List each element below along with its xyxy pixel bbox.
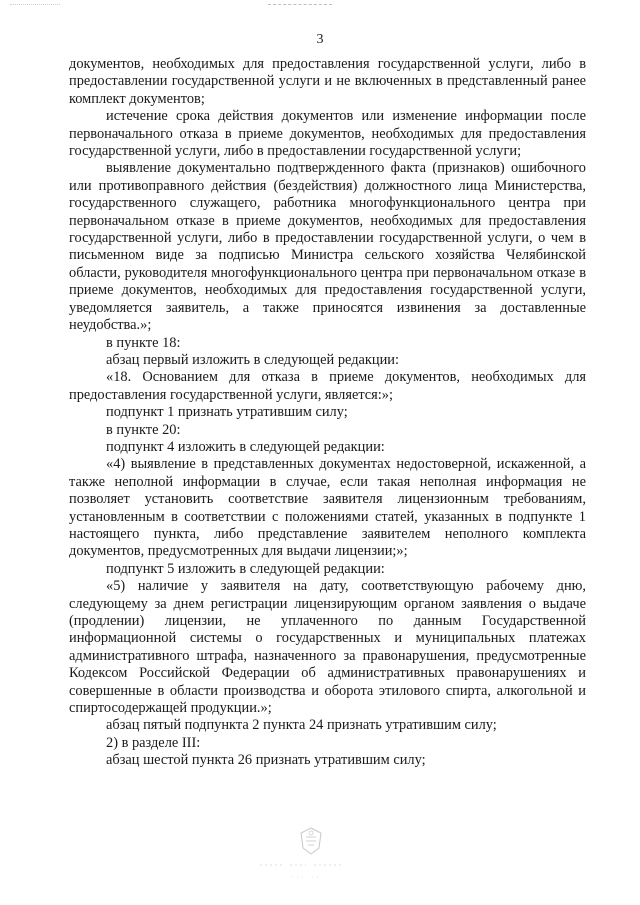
paragraph: абзац шестой пункта 26 признать утратившим силу; xyxy=(106,752,426,769)
paragraph: «4) выявление в представленных документах недостоверной, искаженной, а также неполной информации в случае, если такая неполная информация не позволяет установить соответствие заявителя лицензионным требованиям, установленным в соответствии с положениями статей, указанных в подпункте 1 настоящего пункта, либо представление заявителем неполного комплекта документов, предусмотренных для выдачи лицензии;»; xyxy=(69,456,586,560)
scan-artifact-top xyxy=(268,4,332,8)
scan-artifact-left xyxy=(10,4,60,7)
paragraph: выявление документально подтвержденного факта (признаков) ошибочного или противоправного действия (бездействия) должностного лица Министерства, государственного служащего, работника многофункционального центра при первоначальном отказе в приеме документов, необходимых для предоставления государственной услуги, либо в предоставлении государственной услуги, о чем в письменном виде за подписью Министра сельского хозяйства Челябинской области, руководителя многофункционального центра при первоначальном отказе в приеме документов, необходимых для предоставления государственной услуги, уведомляется заявитель, а также приносятся извинения за доставленные неудобства.»; xyxy=(69,160,586,334)
paragraph: абзац пятый подпункта 2 пункта 24 признать утратившим силу; xyxy=(106,717,497,734)
paragraph: истечение срока действия документов или изменение информации после первоначального отказа в приеме документов, необходимых для предоставления государственной услуги, либо в предоставлении государственной услуги; xyxy=(69,108,586,160)
paragraph: 2) в разделе III: xyxy=(106,734,201,751)
paragraph: в пункте 18: xyxy=(106,334,181,351)
faint-watermark-text xyxy=(252,859,372,885)
paragraph: подпункт 5 изложить в следующей редакции: xyxy=(106,560,385,577)
paragraph: подпункт 4 изложить в следующей редакции: xyxy=(106,438,385,455)
page-number: 3 xyxy=(316,32,324,47)
document-body xyxy=(69,56,586,770)
paragraph: в пункте 20: xyxy=(106,421,181,438)
paragraph: абзац первый изложить в следующей редакции: xyxy=(106,351,400,368)
paragraph: подпункт 1 признать утратившим силу; xyxy=(106,404,348,421)
paragraph: «18. Основанием для отказа в приеме документов, необходимых для предоставления государственной услуги, является:»; xyxy=(69,369,586,403)
paragraph: документов, необходимых для предоставления государственной услуги, либо в предоставлении государственной услуги и не включенных в представленный ранее комплект документов; xyxy=(69,56,586,107)
paragraph: «5) наличие у заявителя на дату, соответствующую рабочему дню, следующему за днем регистрации лицензирующим органом заявления о выдаче (продлении) лицензии, не уплаченного по данным Государственной информационной системы о государственных и муниципальных платежах административного штрафа, назначенного за правонарушения, предусмотренные Кодексом Российской Федерации об административных правонарушениях и совершенные в области производства и оборота этилового спирта, алкогольной и спиртосодержащей продукции.»; xyxy=(69,578,586,717)
coat-of-arms-watermark-icon xyxy=(297,826,325,856)
